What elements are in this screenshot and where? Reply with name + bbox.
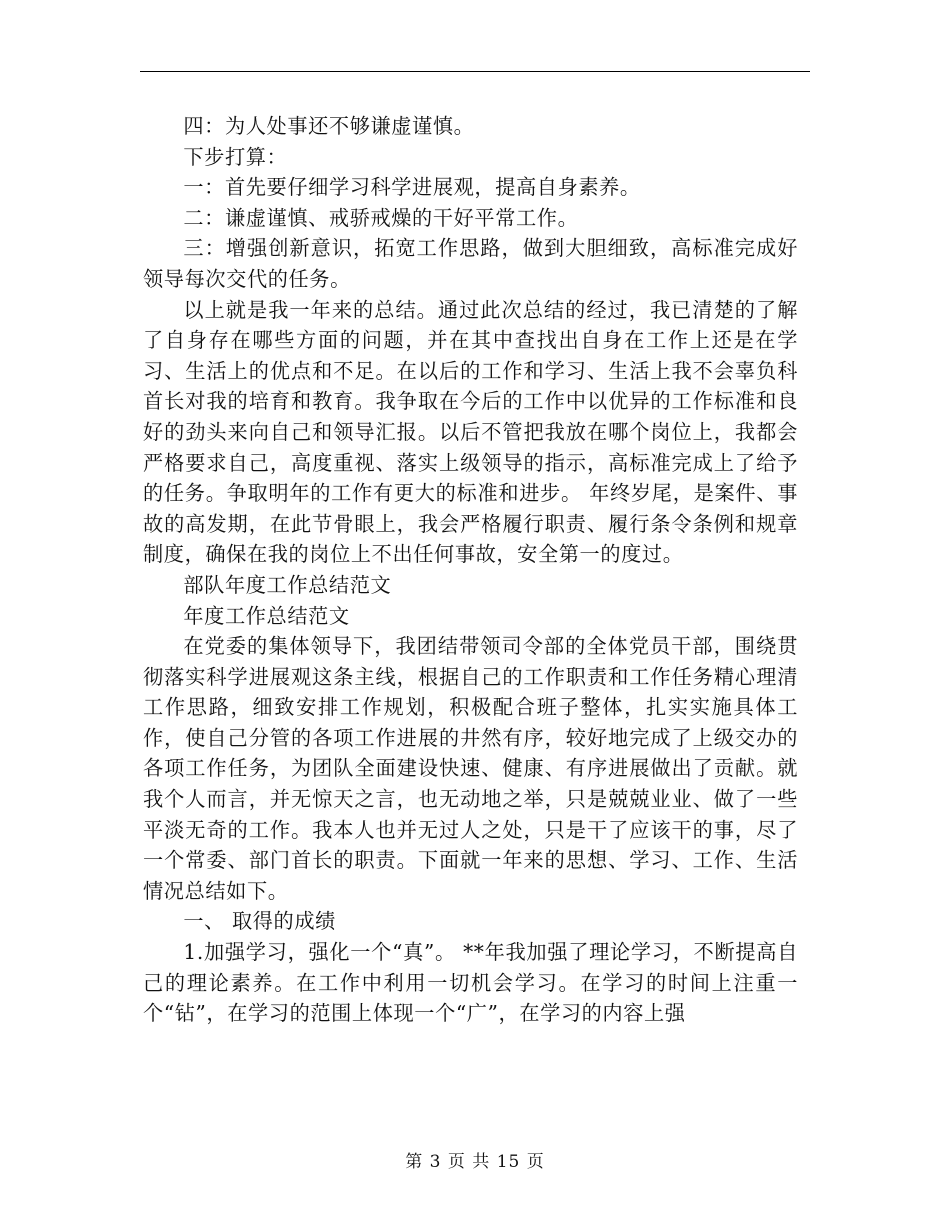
header-rule [140, 71, 810, 72]
paragraph: 三：增强创新意识，拓宽工作思路，做到大胆细致，高标准完成好领导每次交代的任务。 [143, 236, 798, 291]
page-number: 第 3 页 共 15 页 [405, 1152, 545, 1172]
paragraph: 下步打算： [183, 144, 288, 169]
paragraph: 一：首先要仔细学习科学进展观，提高自身素养。 [183, 175, 641, 200]
body-text [143, 111, 798, 1029]
section-heading: 一、 取得的成绩 [183, 909, 336, 934]
section-heading: 部队年度工作总结范文 [183, 572, 392, 597]
paragraph: 以上就是我一年来的总结。通过此次总结的经过，我已清楚的了解了自身存在哪些方面的问题，并在其中查找出自身在工作上还是在学习、生活上的优点和不足。在以后的工作和学习、生活上我不会辜负科首长对我的培育和教育。我争取在今后的工作中以优异的工作标准和良好的劲头来向自己和领导汇报。以后不管把我放在哪个岗位上，我都会严格要求自己，高度重视、落实上级领导的指示，高标准完成上了给予的任务。争取明年的工作有更大的标准和进步。 年终岁尾，是案件、事故的高发期，在此节骨眼上，我会严格履行职责、履行条令条例和规章制度，确保在我的岗位上不出任何事故，安全第一的度过。 [143, 297, 798, 567]
section-heading: 年度工作总结范文 [183, 603, 350, 628]
paragraph: 二：谦虚谨慎、戒骄戒燥的干好平常工作。 [183, 205, 579, 230]
paragraph: 在党委的集体领导下，我团结带领司令部的全体党员干部，围绕贯彻落实科学进展观这条主线，根据自己的工作职责和工作任务精心理清工作思路，细致安排工作规划，积极配合班子整体，扎实实施具体工作，使自己分管的各项工作进展的井然有序，较好地完成了上级交办的各项工作任务，为团队全面建设快速、健康、有序进展做出了贡献。就我个人而言，并无惊天之言，也无动地之举，只是兢兢业业、做了一些平淡无奇的工作。我本人也并无过人之处，只是干了应该干的事，尽了一个常委、部门首长的职责。下面就一年来的思想、学习、工作、生活情况总结如下。 [143, 634, 798, 903]
paragraph: 四：为人处事还不够谦虚谨慎。 [183, 114, 475, 138]
paragraph: 1.加强学习，强化一个“真”。 **年我加强了理论学习，不断提高自己的理论素养。在工作中利用一切机会学习。在学习的时间上注重一个“钻”，在学习的范围上体现一个“广”，在学习的内容上强 [143, 940, 798, 1026]
